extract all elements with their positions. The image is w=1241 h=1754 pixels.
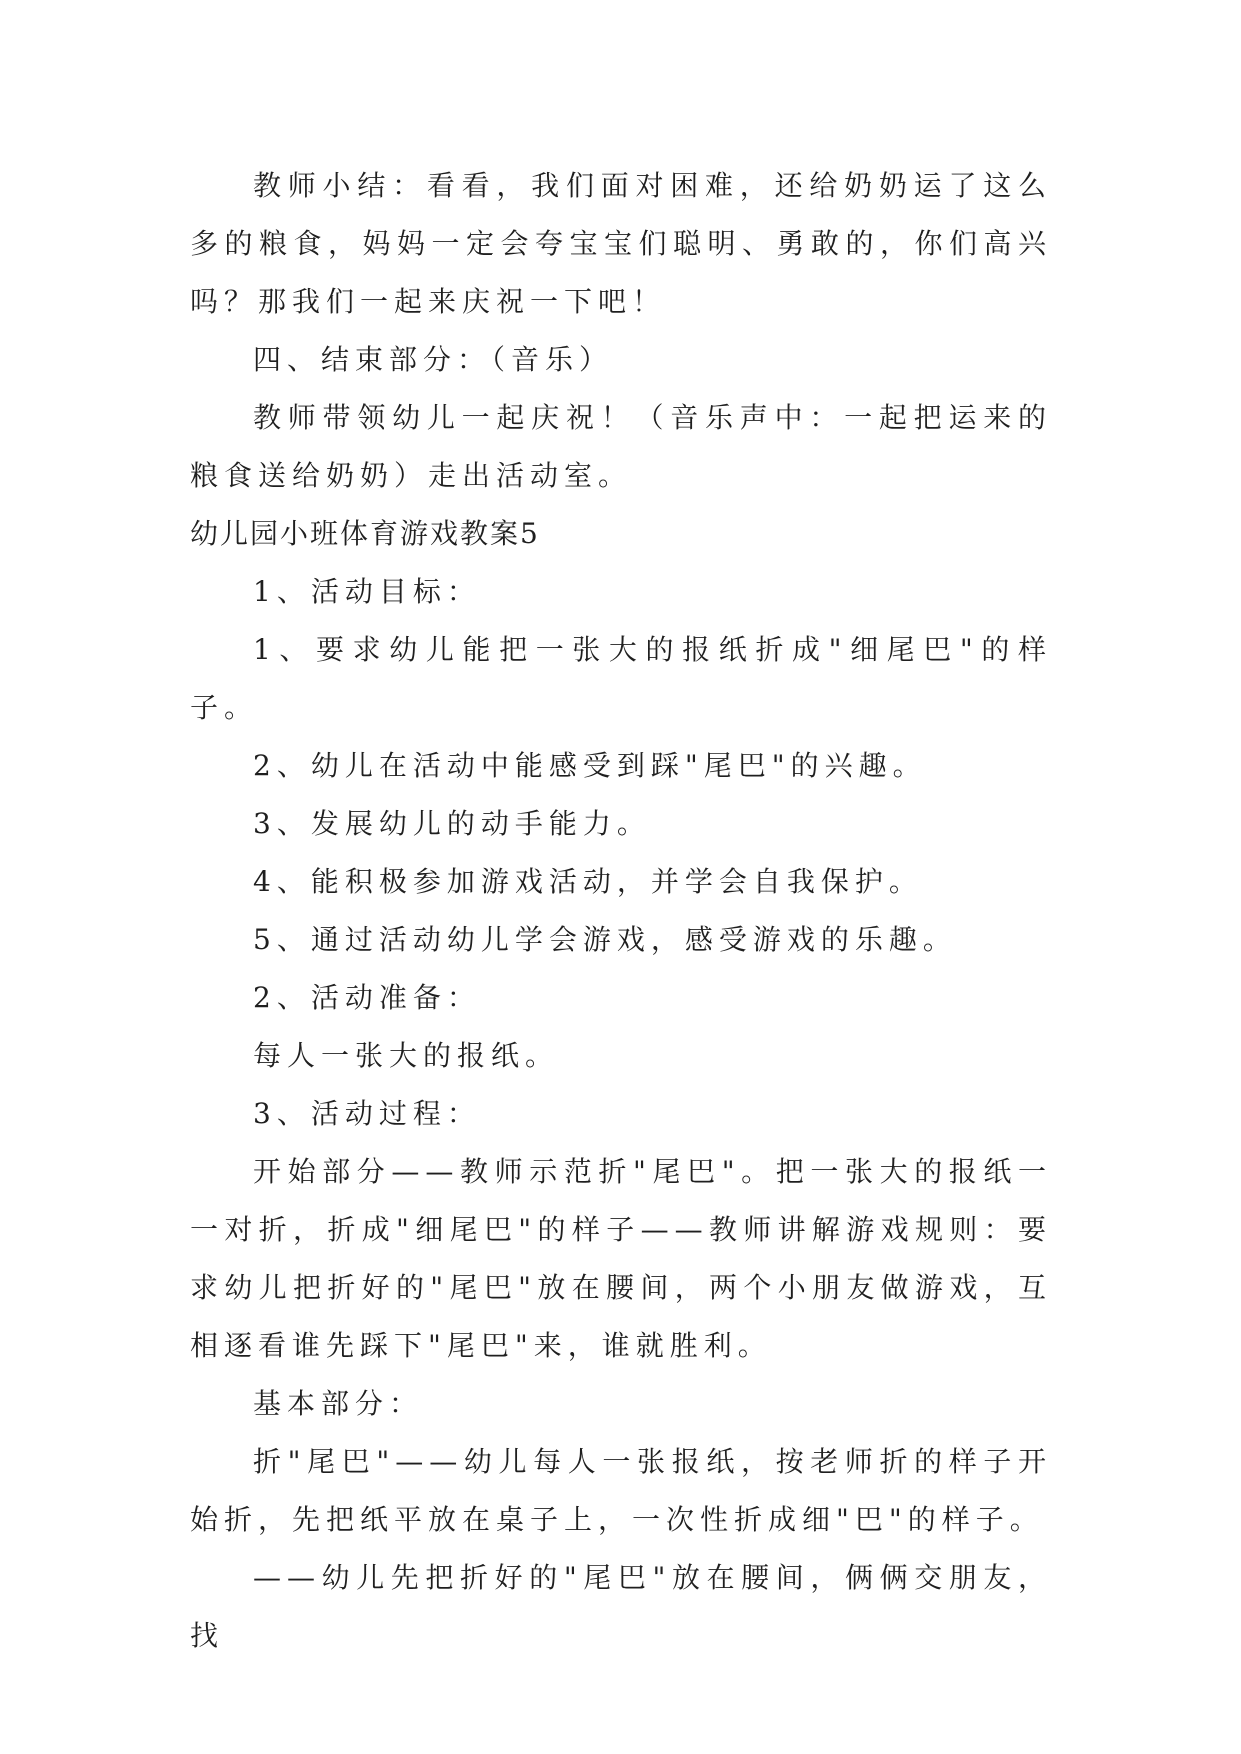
objective-item-2: 2、幼儿在活动中能感受到踩"尾巴"的兴趣。 — [253, 749, 927, 782]
paragraph-opening-part: 开始部分——教师示范折"尾巴"。把一张大的报纸一一对折，折成"细尾巴"的样子——教师讲解游戏规则：要求幼儿把折好的"尾巴"放在腰间，两个小朋友做游戏，互相逐看谁先踩下"尾巴"来，谁就胜利。 — [190, 1155, 1052, 1362]
objective-item-4: 4、能积极参加游戏活动，并学会自我保护。 — [253, 865, 923, 898]
paragraph-objectives-heading: 1、活动目标： — [253, 575, 481, 608]
objective-item-5: 5、通过活动幼儿学会游戏，感受游戏的乐趣。 — [253, 923, 957, 956]
objective-item-1: 1、要求幼儿能把一张大的报纸折成"细尾巴"的样子。 — [190, 633, 1052, 724]
paragraph-preparation: 每人一张大的报纸。 — [253, 1039, 560, 1072]
paragraph-fold-tail: 折"尾巴"——幼儿每人一张报纸，按老师折的样子开始折，先把纸平放在桌子上，一次性折成细"巴"的样子。 — [190, 1445, 1052, 1536]
document-body — [190, 157, 1052, 1665]
objective-item-3: 3、发展幼儿的动手能力。 — [253, 807, 651, 840]
lesson-plan-title: 幼儿园小班体育游戏教案5 — [190, 517, 540, 550]
paragraph-section-four: 四、结束部分：（音乐） — [253, 343, 614, 376]
paragraph-celebration: 教师带领幼儿一起庆祝！（音乐声中：一起把运来的粮食送给奶奶）走出活动室。 — [190, 401, 1052, 492]
paragraph-basic-part-heading: 基本部分： — [253, 1387, 424, 1420]
paragraph-summary: 教师小结：看看，我们面对困难，还给奶奶运了这么多的粮食，妈妈一定会夸宝宝们聪明、勇敢的，你们高兴吗？那我们一起来庆祝一下吧！ — [190, 169, 1052, 318]
paragraph-preparation-heading: 2、活动准备： — [253, 981, 481, 1014]
paragraph-play-game: ——幼儿先把折好的"尾巴"放在腰间，俩俩交朋友，找 — [190, 1561, 1052, 1652]
paragraph-process-heading: 3、活动过程： — [253, 1097, 481, 1130]
